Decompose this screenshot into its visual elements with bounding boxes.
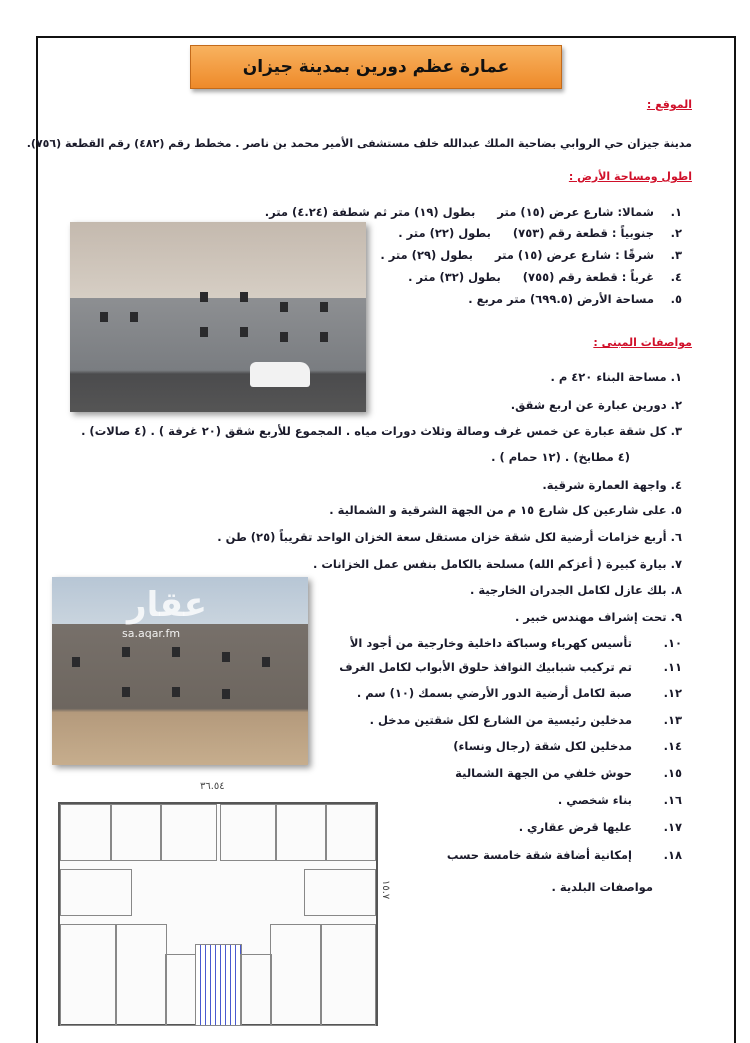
- spec-item: [447, 848, 682, 862]
- spec-item-text: صبة لكامل أرضية الدور الأرضي بسمك (١٠) سم .: [356, 686, 632, 700]
- spec-item: [350, 636, 682, 650]
- watermark-url: sa.aqar.fm: [122, 627, 181, 640]
- spec-item: [519, 820, 682, 834]
- spec-item-text: تأسيس كهرباء وسباكة داخلية وخارجية من أجود الأ: [349, 636, 632, 650]
- spec-item-number: ١٤.: [663, 739, 682, 753]
- spec-item: ٩. تحت إشراف مهندس خبير .: [514, 610, 682, 624]
- spec-item-number: ١٣.: [663, 713, 682, 727]
- land-item-boundary: شمالا: شارع عرض (١٥) متر: [497, 205, 654, 219]
- spec-item: ٧. بيارة كبيرة ( أعزكم الله) مسلحة بالكامل بنفس عمل الخزانات .: [312, 557, 682, 571]
- land-item-length: بطول (٣٢) متر .: [408, 270, 501, 284]
- land-item-boundary: مساحة الأرض (٦٩٩.٥) متر مربع .: [468, 292, 654, 306]
- spec-item-text: مدخلين رئيسية من الشارع لكل شقتين مدخل .: [369, 713, 632, 727]
- spec-item-text: إمكانية أضافة شقة خامسة حسب: [446, 848, 632, 862]
- spec-item-text: تم تركيب شبابيك النوافذ حلوق الأبواب لكامل الغرف: [339, 660, 632, 674]
- floor-plan: [58, 802, 378, 1026]
- land-item-number: ٢.: [670, 226, 682, 240]
- land-item-number: ٥.: [670, 292, 682, 306]
- building-photo-2: [52, 577, 308, 765]
- land-item: [265, 205, 682, 219]
- land-item-length: بطول (١٩) متر ثم شطفة (٤.٢٤) متر.: [264, 205, 476, 219]
- specs-tail: مواصفات البلدية .: [551, 880, 653, 894]
- land-heading: اطول ومساحة الأرض :: [568, 170, 692, 183]
- land-item-number: ٤.: [670, 270, 682, 284]
- spec-item-text: مدخلين لكل شقة (رجال ونساء): [453, 739, 632, 753]
- spec-item: ٥. على شارعين كل شارع ١٥ م من الجهة الشرقية و الشمالية .: [329, 503, 682, 517]
- land-item-length: بطول (٢٢) متر .: [398, 226, 491, 240]
- spec-item: [370, 713, 682, 727]
- spec-item-text: حوش خلفي من الجهة الشمالية: [455, 766, 632, 780]
- spec-item-number: ١٨.: [663, 848, 682, 862]
- spec-item: ٨. بلك عازل لكامل الجدران الخارجية .: [469, 583, 682, 597]
- location-text: مدينة جيزان حي الروابي بضاحية الملك عبدالله خلف مستشفى الأمير محمد بن ناصر . مخطط رقم (٤٨٢) رقم القطعة (٧٥٦).: [26, 137, 692, 150]
- spec-item: [455, 766, 682, 780]
- watermark-logo: عقار: [127, 585, 208, 625]
- spec-item: ١. مساحة البناء ٤٢٠ م .: [550, 370, 682, 384]
- car: [250, 362, 310, 387]
- spec-item: (٤ مطابخ) . (١٢ حمام ) .: [491, 450, 630, 464]
- spec-item-number: ١١.: [663, 660, 682, 674]
- spec-item: ٣. كل شقة عبارة عن خمس غرف وصالة وثلاث دورات مياه . المجموع للأربع شقق (٢٠ غرفة ) . (٤ صالات) .: [81, 424, 682, 438]
- plan-depth-dimension: ١٥.٧: [380, 880, 391, 900]
- spec-item-text: عليها قرض عقاري .: [518, 820, 632, 834]
- spec-item-number: ١٢.: [663, 686, 682, 700]
- land-item-boundary: شرقًا : شارع عرض (١٥) متر: [494, 248, 654, 262]
- land-item: [398, 226, 682, 240]
- location-heading: الموقع :: [646, 98, 692, 111]
- land-item-number: ١.: [670, 205, 682, 219]
- spec-item: ٢. دورين عبارة عن اربع شقق.: [510, 398, 682, 412]
- land-item: [408, 270, 682, 284]
- spec-item-number: ١٧.: [663, 820, 682, 834]
- land-item-number: ٣.: [670, 248, 682, 262]
- spec-item: [339, 660, 682, 674]
- spec-item-number: ١٦.: [663, 793, 682, 807]
- land-item-boundary: جنوبياً : قطعة رقم (٧٥٣): [512, 226, 654, 240]
- plan-width-dimension: ٣٦.٥٤: [200, 781, 225, 792]
- land-item: [468, 292, 682, 306]
- spec-item: [558, 793, 682, 807]
- page-title: عمارة عظم دورين بمدينة جيزان: [190, 45, 562, 89]
- land-item-boundary: غرباً : قطعة رقم (٧٥٥): [522, 270, 654, 284]
- building-photo-1: [70, 222, 366, 412]
- spec-item: ٦. أربع خزامات أرضية لكل شقة خزان مستقل سعة الخزان الواحد تقريباً (٢٥) طن .: [217, 530, 682, 544]
- spec-item: [453, 739, 682, 753]
- land-item-length: بطول (٢٩) متر .: [380, 248, 473, 262]
- spec-item-text: بناء شخصي .: [557, 793, 632, 807]
- spec-item: ٤. واجهة العمارة شرقية.: [542, 478, 682, 492]
- spec-item-number: ١٥.: [663, 766, 682, 780]
- specs-heading: مواصفات المبنى :: [593, 336, 692, 349]
- spec-item: [357, 686, 682, 700]
- spec-item-number: ١٠.: [663, 636, 682, 650]
- land-item: [380, 248, 682, 262]
